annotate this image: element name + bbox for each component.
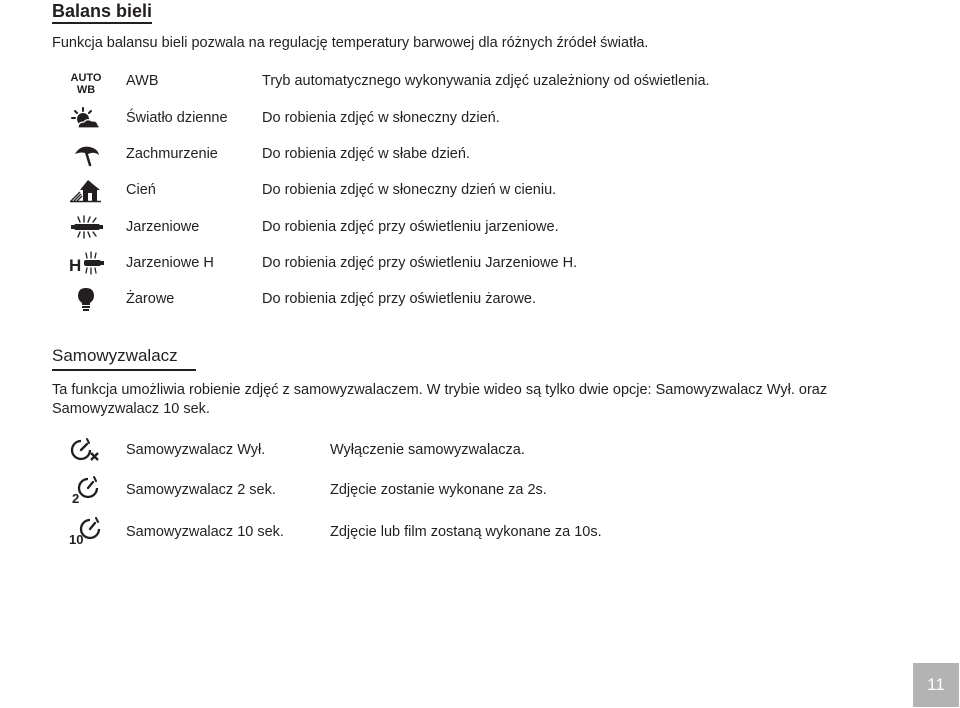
self-timer-intro: Ta funkcja umożliwia robienie zdjęć z samowyzwalaczem. W trybie wideo są tylko dwie opcje: Samowyzwalacz Wył. oraz Samowyzwalacz 10 sek. [52,382,828,417]
svg-text:WB: WB [76,84,96,96]
wb-desc-daylight: Do robienia zdjęć w słoneczny dzień. [262,110,500,126]
wb-desc-incandescent: Do robienia zdjęć przy oświetleniu żarowe. [262,291,537,307]
wb-label-incandescent: Żarowe [126,291,175,307]
auto-wb-icon [66,70,106,96]
timer-desc-2s: Zdjęcie zostanie wykonane za 2s. [330,482,547,498]
timer-desc-off: Wyłączenie samowyzwalacza. [330,442,525,458]
title-underline [52,369,196,371]
title-underline [52,22,152,24]
self-timer-2s-icon [66,476,106,502]
wb-label-fluorescent-h: Jarzeniowe H [126,255,214,271]
timer-label-off: Samowyzwalacz Wył. [126,442,266,458]
wb-desc-cloudy: Do robienia zdjęć w słabe dzień. [262,146,470,162]
wb-label-fluorescent: Jarzeniowe [126,219,200,235]
section-title-self-timer: Samowyzwalacz [52,346,178,365]
self-timer-off-icon [66,437,106,463]
wb-label-daylight: Światło dzienne [126,110,228,126]
page-number: 11 [913,663,959,707]
fluorescent-h-icon [66,250,106,276]
incandescent-icon [66,286,106,312]
fluorescent-icon [66,214,106,240]
wb-label-cloudy: Zachmurzenie [126,146,218,162]
svg-text:AUTO: AUTO [70,72,102,84]
svg-text:10: 10 [69,532,84,545]
wb-label-awb: AWB [126,73,159,89]
daylight-icon [66,106,106,132]
wb-desc-awb: Tryb automatycznego wykonywania zdjęć uzależniony od oświetlenia. [262,73,710,89]
white-balance-intro: Funkcja balansu bieli pozwala na regulację temperatury barwowej dla różnych źródeł światła. [52,35,649,51]
wb-desc-fluorescent: Do robienia zdjęć przy oświetleniu jarzeniowe. [262,219,559,235]
wb-desc-fluorescent-h: Do robienia zdjęć przy oświetleniu Jarzeniowe H. [262,255,578,271]
self-timer-10s-icon [66,517,106,543]
timer-desc-10s: Zdjęcie lub film zostaną wykonane za 10s. [330,524,602,540]
wb-desc-shade: Do robienia zdjęć w słoneczny dzień w cieniu. [262,182,557,198]
cloudy-icon [66,142,106,168]
timer-label-2s: Samowyzwalacz 2 sek. [126,482,276,498]
section-title-white-balance: Balans bieli [52,1,153,21]
wb-label-shade: Cień [126,182,156,198]
shade-icon [66,177,106,203]
svg-text:H: H [69,256,82,275]
timer-label-10s: Samowyzwalacz 10 sek. [126,524,284,540]
svg-text:2: 2 [72,491,80,504]
